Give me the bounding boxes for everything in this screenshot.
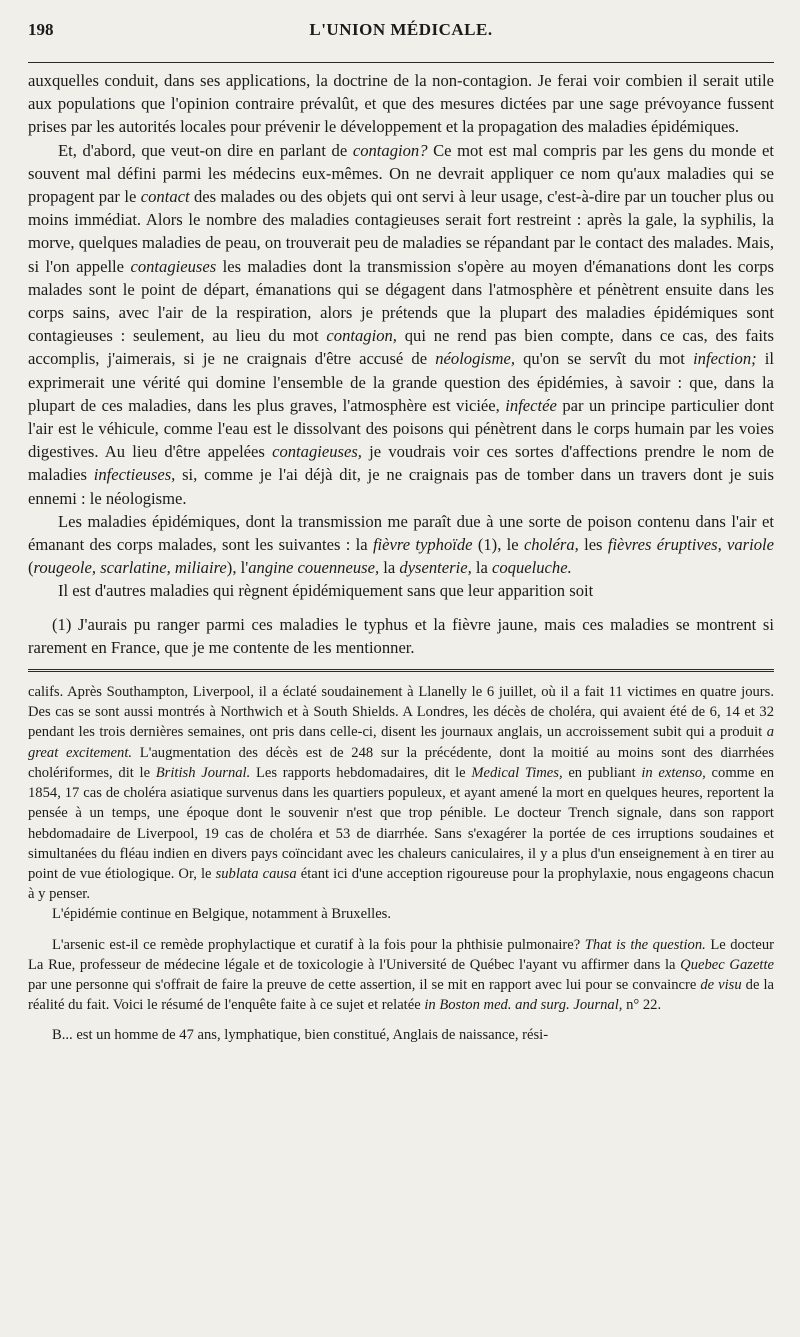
header-rule [28,62,774,63]
main-article [28,69,774,659]
paragraph-1: auxquelles conduit, dans ses applications, la doctrine de la non-contagion. Je ferai voir combien il serait utile aux populations que l'opinion contraire prévalût, et que des mesures dictées par une sage prévoyance fussent prises par les autorités locales pour prévenir le développement et la propagation des maladies épidémiques. [28,71,774,137]
sub-paragraph-4: B... est un homme de 47 ans, lymphatique, bien constitué, Anglais de naissance, rési- [52,1027,549,1044]
page-header [28,14,774,42]
footnote-block [28,613,774,659]
sub-paragraph-2: L'épidémie continue en Belgique, notamment à Bruxelles. [52,906,391,923]
paragraph-2: Et, d'abord, que veut-on dire en parlant de contagion? Ce mot est mal compris par les gens du monde et souvent mal défini parmi les médecins eux-mêmes. On ne devrait appliquer ce nom qu'aux maladies qui se propagent par le contact des malades ou des objets qui ont servi à leur usage, c'est-à-dire par un toucher plus ou moins immédiat. Alors le nombre des maladies contagieuses serait fort restreint : après la gale, la syphilis, la morve, quelques maladies de peau, on trouverait peu de maladies se répandant par le contact des malades. Mais, si l'on appelle contagieuses les maladies dont la transmission s'opère au moyen d'émanations dont les corps malades sont le point de départ, émanations qui se dégagent dans l'atmosphère et pénètrent ensuite dans les corps sains, avec l'air de la respiration, alors je prétends que la plupart des maladies épidémiques sont contagieuses : seulement, au lieu du mot contagion, qui ne rend pas bien compte, dans ce cas, des faits accomplis, j'aimerais, si je ne craignais d'être accusé de néologisme, qu'on se servît du mot infection; il exprimerait une vérité qui domine l'ensemble de la grande question des épidémies, à savoir : que, dans la plupart de ces maladies, dans les plus graves, l'atmosphère est viciée, infectée par un principe particulier dont l'air est le véhicule, comme l'eau est le dissolvant des poisons qui pénètrent dans le corps humain par les voies digestives. Au lieu d'être appelées contagieuses, je voudrais voir ces sortes d'affections prendre le nom de maladies infectieuses, si, comme je l'ai déjà dit, je ne craignais pas de tomber dans un travers dont je suis ennemi : le néologisme. [28,140,775,508]
footnote: (1) J'aurais pu ranger parmi ces maladies le typhus et la fièvre jaune, mais ces maladies se montrent si rarement en France, que je me contente de les mentionner. [28,614,774,657]
paragraph-3: Les maladies épidémiques, dont la transmission me paraît due à une sorte de poison contenu dans l'air et émanant des corps malades, sont les suivantes : la fièvre typhoïde (1), le choléra, les fièvres éruptives, variole (rougeole, scarlatine, miliaire), l'angine couenneuse, la dysenterie, la coqueluche. [28,511,775,578]
section-separator [28,669,774,672]
running-title: L'UNION MÉDICALE. [309,20,493,39]
sub-paragraph-1: califs. Après Southampton, Liverpool, il a éclaté soudainement à Llanelly le 6 juillet, où il a fait 11 victimes en quatre jours. Des cas se sont aussi montrés à Northwich et à South Shields. A Londres, les décès de choléra, qui avaient été de 6, 14 et 32 pendant les trois dernières semaines, ont pris dans celle-ci, disent les journaux anglais, un accroissement subit qui a produit a great excitement. L'augmentation des décès est de 248 sur la précédente, dont la moitié au moins sont des diarrhées cholériformes, dit le British Journal. Les rapports hebdomadaires, dit le Medical Times, en publiant in extenso, comme en 1854, 17 cas de choléra asiatique survenus dans les quartiers populeux, et ayant amené la mort en quelques heures, reportent la pensée à un temps, une époque dont le souvenir n'est que trop pénible. Le docteur Trench signale, dans son rapport hebdomadaire de Liverpool, 19 cas de choléra et 53 de diarrhée. Sans s'exagérer la portée de ces irruptions soudaines et simultanées du fléau indien en divers pays coïncidant avec les chaleurs caniculaires, il y a plus d'un enseignement à en tirer au point de vue étiologique. Or, le sublata causa étant ici d'une acception rigoureuse pour la prophylaxie, nous engageons chacun à y penser. [28,684,774,903]
sub-paragraph-3: L'arsenic est-il ce remède prophylactique et curatif à la fois pour la phthisie pulmonaire? That is the question. Le docteur La Rue, professeur de médecine légale et de toxicologie à l'Université de Québec l'ayant vu affirmer dans la Quebec Gazette par une personne qui s'offrait de faire la preuve de cette assertion, il se mit en rapport avec lui pour se convaincre de visu de la réalité du fait. Voici le résumé de l'enquête faite à ce sujet et relatée in Boston med. and surg. Journal, n° 22. [28,936,775,1014]
page-number: 198 [28,20,54,39]
paragraph-4: Il est d'autres maladies qui règnent épidémiquement sans que leur apparition soit [58,581,594,601]
feuilleton-section [28,682,774,1045]
